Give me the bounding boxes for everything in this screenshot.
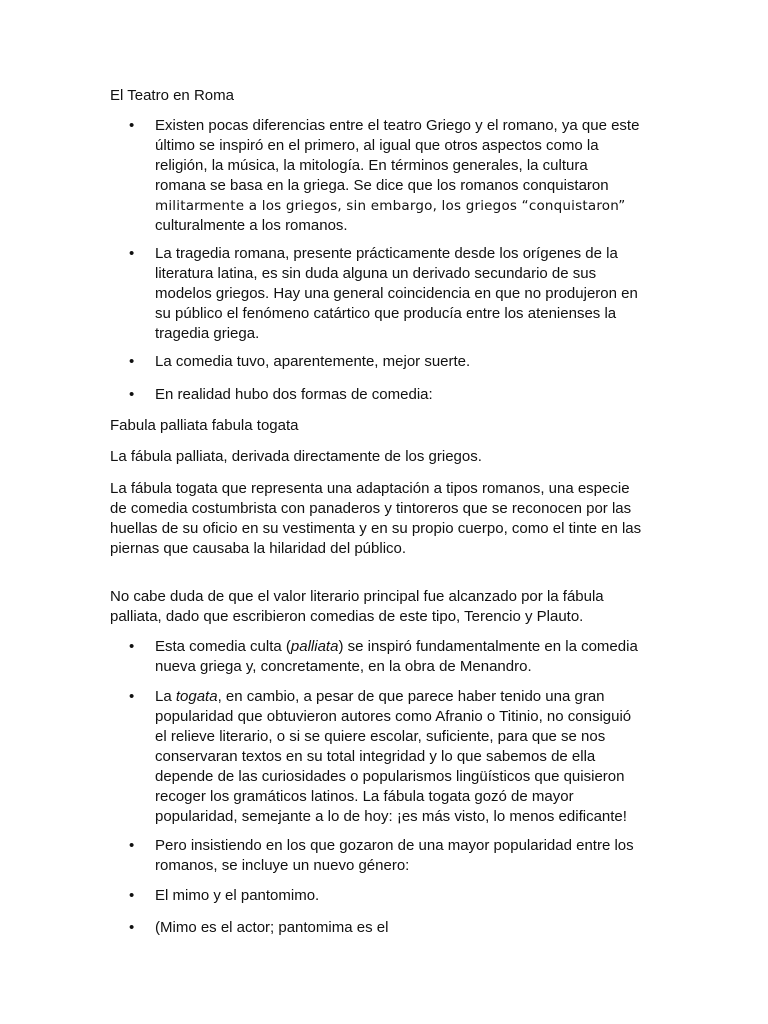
- text-line: popularidad, semejante a lo de hoy: ¡es más visto, lo menos edificante!: [155, 808, 627, 825]
- text-line: militarmente a los griegos, sin embargo, los griegos “conquistaron”: [155, 198, 626, 214]
- bullet-text: [155, 836, 665, 876]
- bullet-icon: •: [129, 353, 135, 370]
- text-line: su público el fenómeno catártico que producía entre los atenienses la: [155, 305, 617, 322]
- bullet-text: [155, 385, 665, 405]
- bullet-text: [155, 886, 665, 906]
- text-run: La: [155, 688, 176, 705]
- bullet-text: [155, 637, 665, 677]
- text-line: religión, la música, la mitología. En términos generales, la cultura: [155, 157, 588, 174]
- text-run: , en cambio, a pesar de que parece haber tenido una gran: [217, 688, 605, 705]
- bullet-icon: •: [129, 887, 135, 904]
- text-line: de comedia costumbrista con panaderos y tintoreros que se reconocen por las: [110, 500, 632, 517]
- text-line: tragedia griega.: [155, 325, 260, 342]
- text-line: [155, 637, 665, 657]
- text-run: Esta comedia culta (: [155, 638, 291, 655]
- text-line: conservaran textos en su total integridad y lo que sabemos de ella: [155, 748, 596, 765]
- text-line: palliata, dado que escribieron comedias de este tipo, Terencio y Plauto.: [110, 608, 584, 625]
- text-line: piernas que causaba la hilaridad del público.: [110, 540, 407, 557]
- text-line: huellas de su oficio en su vestimenta y en su propio cuerpo, como el tinte en las: [110, 520, 642, 537]
- text-line: literatura latina, es sin duda alguna un derivado secundario de sus: [155, 265, 597, 282]
- text-line: La fábula togata que representa una adaptación a tipos romanos, una especie: [110, 480, 630, 497]
- bullet-icon: •: [129, 386, 135, 403]
- text-line: modelos griegos. Hay una general coincidencia en que no produjeron en: [155, 285, 638, 302]
- text-line: culturalmente a los romanos.: [155, 217, 348, 234]
- italic-term: togata: [175, 688, 218, 705]
- paragraph-togata: [110, 479, 670, 559]
- bullet-icon: •: [129, 919, 135, 936]
- text-line: (Mimo es el actor; pantomima es el: [155, 919, 389, 936]
- text-line: La tragedia romana, presente prácticamente desde los orígenes de la: [155, 245, 618, 262]
- bullet-text: [155, 244, 665, 344]
- text-line: popularidad que obtuvieron autores como Afranio o Titinio, no consiguió: [155, 708, 632, 725]
- bullet-icon: •: [129, 688, 135, 705]
- bullet-text: [155, 116, 665, 236]
- text-line: Existen pocas diferencias entre el teatro Griego y el romano, ya que este: [155, 117, 640, 134]
- text-line: Pero insistiendo en los que gozaron de una mayor popularidad entre los: [155, 837, 634, 854]
- italic-term: palliata: [290, 638, 339, 655]
- text-line: [155, 687, 665, 707]
- text-line: La comedia tuvo, aparentemente, mejor suerte.: [155, 353, 471, 370]
- text-line: En realidad hubo dos formas de comedia:: [155, 386, 433, 403]
- subheading: Fabula palliata fabula togata: [110, 417, 299, 434]
- text-line: romanos, se incluye un nuevo género:: [155, 857, 410, 874]
- text-line: depende de las curiosidades o popularismos lingüísticos que quisieron: [155, 768, 625, 785]
- paragraph-valor: [110, 587, 670, 627]
- bullet-icon: •: [129, 638, 135, 655]
- text-line: último se inspiró en el primero, al igual que otros aspectos como la: [155, 137, 599, 154]
- bullet-icon: •: [129, 837, 135, 854]
- text-line: nueva griega y, concretamente, en la obra de Menandro.: [155, 658, 532, 675]
- bullet-text: [155, 687, 665, 827]
- text-line: romana se basa en la griega. Se dice que los romanos conquistaron: [155, 177, 609, 194]
- document-title: El Teatro en Roma: [110, 87, 234, 104]
- paragraph-palliata: La fábula palliata, derivada directamente de los griegos.: [110, 448, 482, 465]
- text-line: El mimo y el pantomimo.: [155, 887, 320, 904]
- bullet-icon: •: [129, 117, 135, 134]
- text-run: ) se inspiró fundamentalmente en la comedia: [338, 638, 638, 655]
- bullet-icon: •: [129, 245, 135, 262]
- text-line: recoger los gramáticos latinos. La fábula togata gozó de mayor: [155, 788, 574, 805]
- text-line: No cabe duda de que el valor literario principal fue alcanzado por la fábula: [110, 588, 604, 605]
- bullet-text: [155, 918, 665, 938]
- text-line: el relieve literario, o si se quiere escolar, suficiente, para que se nos: [155, 728, 606, 745]
- bullet-text: [155, 352, 665, 372]
